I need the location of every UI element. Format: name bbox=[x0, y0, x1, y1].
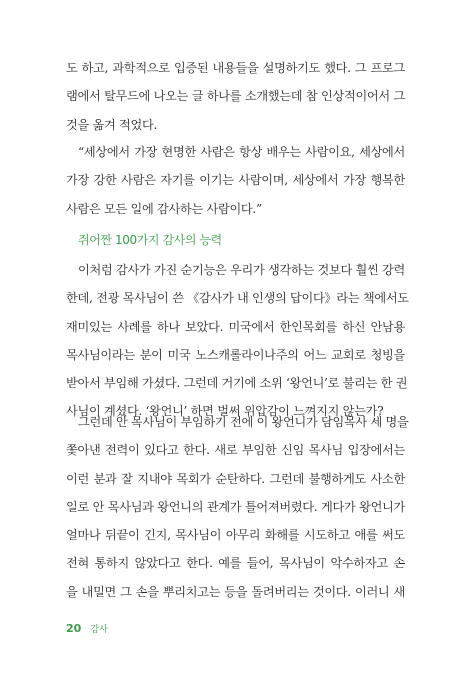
talmud-quote bbox=[66, 138, 405, 223]
text-line: 을 내밀면 그 손을 뿌리치고는 등을 돌려버리는 것이다. 이러니 새 bbox=[66, 584, 405, 599]
paragraph-story bbox=[66, 256, 409, 426]
text-line: 일로 안 목사님과 왕언니의 관계가 틀어져버렸다. 게다가 왕언니가 bbox=[66, 499, 405, 514]
text-line: 사람은 모든 일에 감사하는 사람이다.” bbox=[66, 201, 262, 216]
text-line: “세상에서 가장 현명한 사람은 항상 배우는 사람이요, 세상에서 bbox=[78, 145, 405, 159]
text-line: 이런 분과 잘 지내야 목회가 순탄하다. 그런데 불행하게도 사소한 bbox=[66, 471, 405, 486]
text-line: 사님이 계셨다. ‘왕언니’ 하면 벌써 위압감이 느껴지지 않는가? bbox=[66, 404, 384, 419]
paragraph-continuation bbox=[66, 408, 409, 606]
paragraph-intro bbox=[66, 54, 405, 139]
page-footer bbox=[66, 617, 108, 636]
text-line: 이처럼 감사가 가진 순기능은 우리가 생각하는 것보다 훨씬 강력 bbox=[78, 263, 405, 277]
page-number: 20 bbox=[66, 622, 82, 635]
running-title: 감사 bbox=[90, 625, 108, 635]
text-line: 전혀 통하지 않았다고 한다. 예를 들어, 목사님이 악수하자고 손 bbox=[66, 556, 405, 571]
text-line: 것을 옮겨 적었다. bbox=[66, 117, 158, 132]
text-line: 얼마나 뒤끝이 긴지, 목사님이 아무리 화해를 시도하고 애를 써도 bbox=[66, 528, 405, 543]
section-heading: 쥐어짠 100가지 감사의 능력 bbox=[78, 233, 222, 247]
text-line: 도 하고, 과학적으로 입증된 내용들을 설명하기도 했다. 그 프로그 bbox=[66, 61, 405, 75]
text-line: 그런데 안 목사님이 부임하기 전에 이 왕언니가 담임목사 세 명을 bbox=[78, 415, 409, 429]
text-line: 램에서 탈무드에 나오는 글 하나를 소개했는데 참 인상적이어서 그 bbox=[66, 89, 405, 104]
text-line: 한데, 전광 목사님이 쓴 《감사가 내 인생의 답이다》라는 책에서도 bbox=[66, 291, 409, 306]
text-line: 재미있는 사례를 하나 보았다. 미국에서 한인목회를 하신 안남용 bbox=[66, 319, 405, 334]
text-line: 가장 강한 사람은 자기를 이기는 사람이며, 세상에서 가장 행복한 bbox=[66, 173, 405, 188]
text-line: 쫓아낸 전력이 있다고 한다. 새로 부임한 신임 목사님 입장에서는 bbox=[66, 443, 405, 458]
text-line: 목사님이라는 분이 미국 노스캐롤라이나주의 어느 교회로 청빙을 bbox=[66, 347, 405, 362]
text-line: 받아서 부임해 가셨다. 그런데 거기에 소위 ‘왕언니’로 불리는 한 권 bbox=[66, 376, 408, 391]
